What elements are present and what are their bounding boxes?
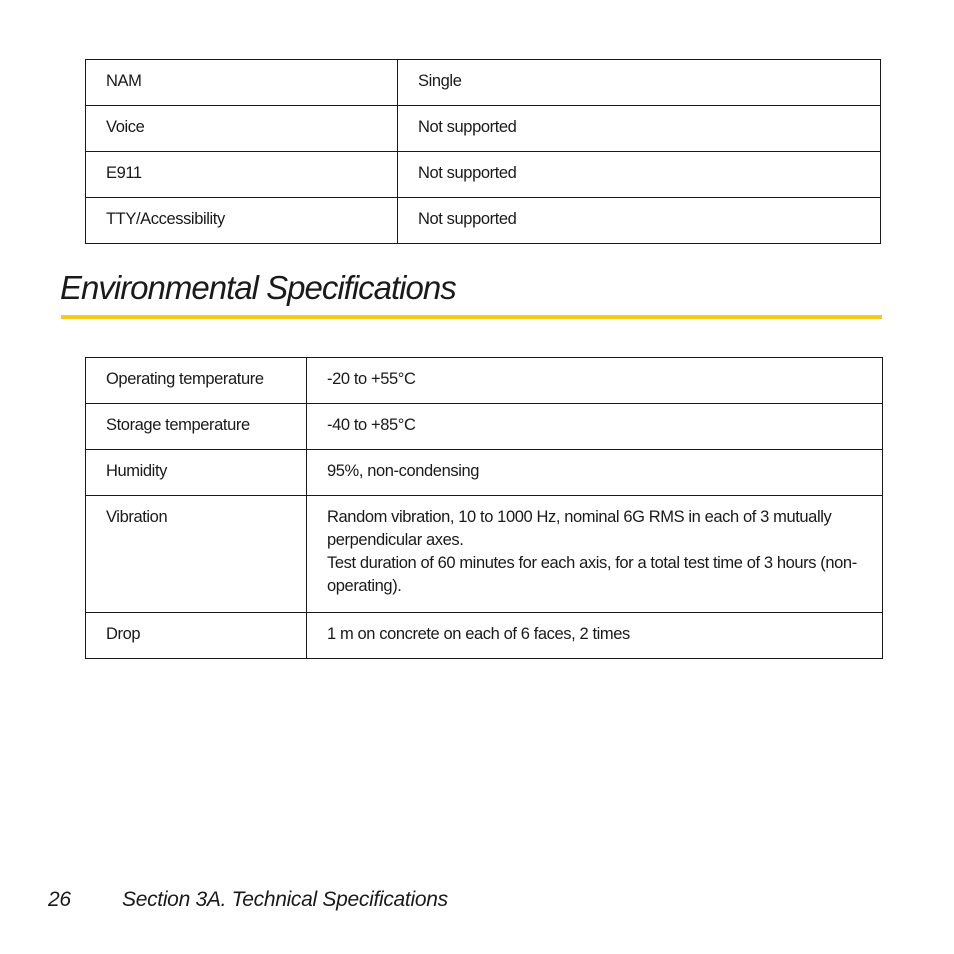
section-heading: Environmental Specifications bbox=[60, 269, 456, 306]
table-row bbox=[86, 450, 883, 496]
spec-label: Operating temperature bbox=[86, 358, 307, 404]
environmental-spec-table bbox=[85, 357, 883, 659]
table-row bbox=[86, 152, 881, 198]
spec-value: 95%, non-condensing bbox=[307, 450, 883, 496]
spec-value: Not supported bbox=[398, 152, 881, 198]
table-row bbox=[86, 60, 881, 106]
table-row bbox=[86, 198, 881, 244]
table-row bbox=[86, 496, 883, 613]
heading-underline bbox=[61, 315, 882, 319]
spec-value: -20 to +55°C bbox=[307, 358, 883, 404]
spec-label: Voice bbox=[86, 106, 398, 152]
table-row bbox=[86, 358, 883, 404]
table-row bbox=[86, 613, 883, 659]
spec-label: E911 bbox=[86, 152, 398, 198]
table-row bbox=[86, 404, 883, 450]
spec-label: NAM bbox=[86, 60, 398, 106]
modem-spec-table bbox=[85, 59, 881, 244]
spec-value: Not supported bbox=[398, 198, 881, 244]
spec-value: 1 m on concrete on each of 6 faces, 2 times bbox=[307, 613, 883, 659]
footer-section-title: Section 3A. Technical Specifications bbox=[122, 888, 448, 911]
spec-value: -40 to +85°C bbox=[307, 404, 883, 450]
table-row bbox=[86, 106, 881, 152]
spec-value-line: Test duration of 60 minutes for each axis, for a total test time of 3 hours (non-operating). bbox=[327, 554, 857, 595]
spec-label: Vibration bbox=[86, 496, 307, 613]
spec-value: Single bbox=[398, 60, 881, 106]
spec-label: TTY/Accessibility bbox=[86, 198, 398, 244]
spec-value-line: Random vibration, 10 to 1000 Hz, nominal 6G RMS in each of 3 mutually perpendicular axes. bbox=[327, 508, 832, 549]
spec-label: Storage temperature bbox=[86, 404, 307, 450]
spec-value: Not supported bbox=[398, 106, 881, 152]
spec-label: Humidity bbox=[86, 450, 307, 496]
spec-label: Drop bbox=[86, 613, 307, 659]
spec-value bbox=[307, 496, 883, 613]
page-number: 26 bbox=[48, 888, 71, 911]
